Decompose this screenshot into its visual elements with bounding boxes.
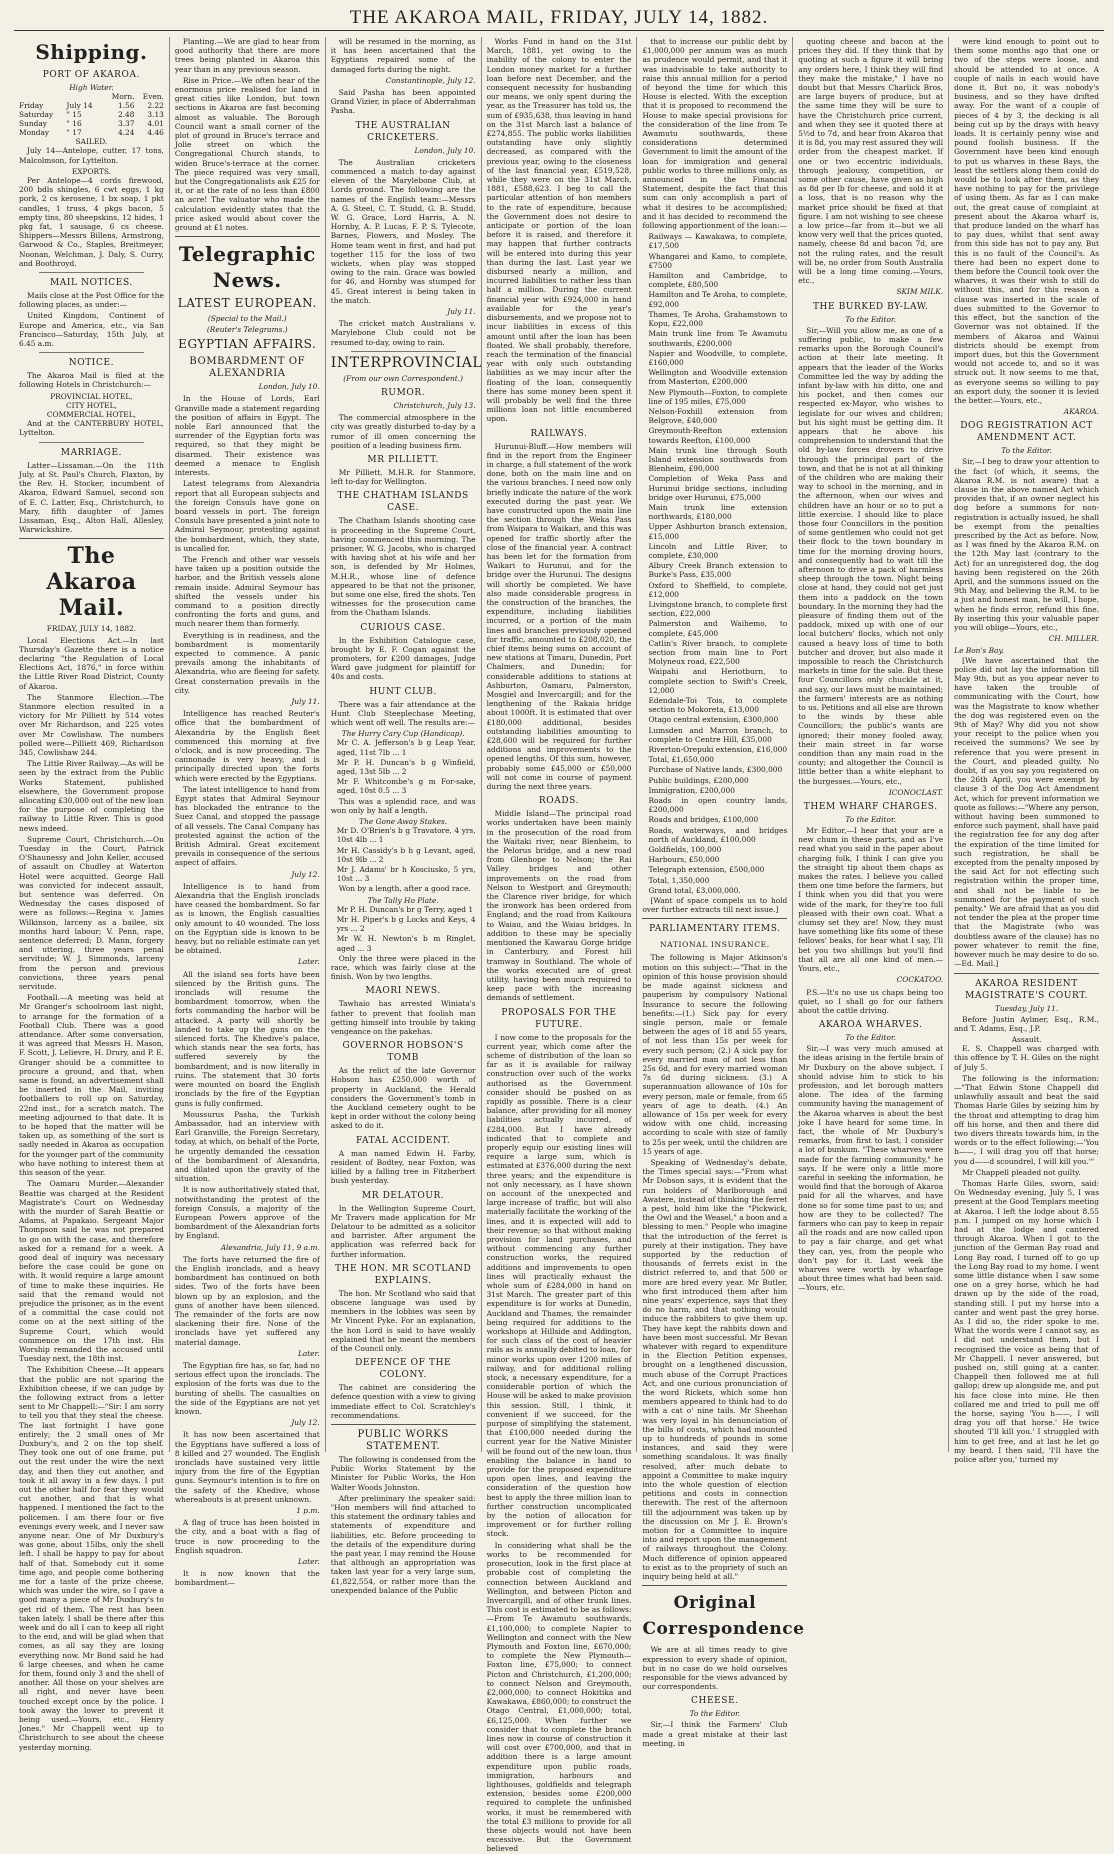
loan-item: Immigration, £200,000 bbox=[648, 785, 735, 795]
divider bbox=[642, 1585, 787, 1586]
loan-item: Grand total, £3,000,000. bbox=[648, 885, 741, 895]
high-water-label: High Water. bbox=[69, 83, 114, 92]
news-paragraph: Works Fund in hand on the 31st March, 1881, yet owing to the inability of the colony to enter the London money market for a further loan before next December, and the consequent necessity for husbanding our means, we only spent during the year, as the Treasurer has told us, the sum of £935,638, thus leaving in hand on the 31st March last a balance of £274,855. The public works liabilities outstanding have only slightly decreased, as compared with the previous year, owing to the closeness of the last financial year, £519,528, while they were on the 31st March, 1881, £588,623. I beg to call the particular attention of hon members to the rate of expenditure, because the Government does not desire to anticipate or portion of the loan before it is raised, and therefore it may happen that further contracts will be entered into during this year than during the last. Last year we disbursed nearly a million, and incurred liabilities to rather less than half a million. During the current financial year with £924,000 in hand available for the year's disbursements, and we propose not to incur liabilities in excess of this amount until after the loan has been floated. We shall probably, therefore, reach the termination of the financial year with only such outstanding liabilities as we may incur after the floating of the loan, consequently there has some money been spent it will probably be well find the three millions loan not little encumbered upon. bbox=[486, 37, 632, 424]
public-works-heading: PUBLIC WORKS STATEMENT. bbox=[357, 1428, 449, 1452]
loan-item: Main trunk line from Te Awamutu southwards, £200,000 bbox=[648, 329, 788, 348]
tide-day: Monday bbox=[19, 128, 50, 138]
tide-table bbox=[19, 92, 164, 137]
pilliett-heading: MR PILLIETT. bbox=[367, 454, 439, 465]
race-result: Mr J. Adams' br h Kosciusko, 5 yrs, 10st ... 3 bbox=[336, 865, 476, 884]
news-paragraph: Tawhaio has arrested Winiata's father to prevent that foolish man getting himself into trouble by taking vengeance on the pakehas. bbox=[330, 999, 476, 1037]
original-correspondence-heading: Original Correspondence bbox=[642, 1593, 805, 1640]
column-7 bbox=[948, 37, 1104, 1465]
loan-list bbox=[642, 232, 787, 895]
loan-item: Total, 1,350,000 bbox=[648, 875, 710, 885]
signature: AKAROA. bbox=[1063, 407, 1100, 417]
loan-item: Goldfields, 100,000 bbox=[648, 845, 722, 855]
cheese-heading: CHEESE. bbox=[691, 1696, 739, 1707]
loan-item: Railways — Kawakawa, to complete, £17,500 bbox=[648, 232, 788, 251]
local-paragraph: Football.—A meeting was held at Mr Granger's schoolroom last night, to arrange for the formation of a Football Club. There was a good attendance. After some conversation, it was agreed that Messrs H. Mason, F. Scott, J. Lelievre, H. Drury, and P. E. Granger should be a committee to procure a ground, and that, when same is found, an advertisement shall be inserted in the Mail, inviting footballers to roll up on Saturday, 22nd inst., for a scratch match. The meeting adjourned to that date. It is to be hoped that the matter will be taken up, as something of the sort is sadly needed in Akaroa as occupation for the younger part of the community who have nothing to interest them at this season of the year. bbox=[19, 993, 164, 1178]
news-paragraph: It has now been ascertained that the Egyptians have suffered a loss of 8 killed and 27 wounded. The English ironclads have sustained very little injury from the fire of the Egyptian guns. Seymour's intention is to fire on the safety of the Khedive, whose whereabouts is at present unknown. bbox=[174, 1430, 320, 1504]
loan-item: Otago central extension, £300,000 bbox=[648, 715, 779, 725]
news-paragraph: Middle Island—The principal road works undertaken have been mainly in the prosecution of the road from the Waitaki river, near Blenheim, to the Pelorus bridge, and a new road from Glenhope to Nelson; the Rai Valley bridges and other improvements on the road from Nelson to Westport and Greymouth; the Clarence river bridge, for which the ironwork has been ordered from England; and the road from Kaikoura to Waiau, and the Waiau bridges. In addition to these may be specially mentioned the Kawarau Gorge bridge in Canterbury, and Forest hill tramway in Southland. The whole of the works executed are of great utility, having been much required to keep pace with the increasing demands of settlement. bbox=[486, 809, 632, 1003]
rise-paragraph: Rise in Price.—We often hear of the enormous price realised for land in great cities like London, but town sections in Akaroa are fast becoming almost as valuable. The Borough Council want a small corner of the plot of ground in Bruce's terrace and Jolie street on which the Congregational Church stands, to widen Bruce's-terrace at the corner. The piece required was very small, but the Congregationalists ask £25 for it, or at the rate of no less than £800 an acre! The valuator who made the calculation evidently states that the price asked would about cover the ground at £1 notes. bbox=[174, 75, 320, 233]
to-editor: To the Editor. bbox=[845, 314, 897, 324]
news-paragraph: As the relict of the late Governor Hobson has £250,000 worth of property in Auckland, the Herald considers the Government's tomb in the Auckland cemetery ought to be kept in order without the colony being asked to do it. bbox=[330, 1066, 476, 1131]
news-paragraph: This was a splendid race, and was won only by half a length. bbox=[330, 796, 476, 815]
news-paragraph: There was a fair attendance at the Hunt Club Steeplechase Meeting, which went off well. The results are:— bbox=[330, 699, 476, 727]
tide-day: Sunday bbox=[19, 119, 47, 129]
tide-even: 2.22 bbox=[147, 101, 164, 111]
disclaimer: We are at all times ready to give expression to every shade of opinion, but in no case do we hold ourselves responsible for the views advanced by our correspondents. bbox=[642, 1645, 788, 1692]
dateline: Later. bbox=[297, 957, 320, 967]
news-paragraph: Won by a length, after a good race. bbox=[338, 884, 471, 894]
dateline: July 12. bbox=[291, 1418, 320, 1428]
signature: SKIM MILK. bbox=[896, 287, 944, 297]
loan-item: Catlin's River branch, to complete section from main line to Port Molyneux road, £22,500 bbox=[648, 638, 788, 667]
news-paragraph: The Chatham Islands shooting case is proceeding in the Supreme Court, having commenced this morning. The prisoner, W. G. Jacobs, who is charged with having shot at his wife and her son, is defended by Mr Holmes, M.H.R., whose line of defence appeared to be that not the prisoner, but some one else, fired the shots. Ten witnesses for the prosecution came from the Chatham Islands. bbox=[330, 516, 476, 618]
news-paragraph: Speaking of Wednesday's debate, the Times special says:—"From what Mr Dobson says, it is evident that the run holders of Marlborough and Awatere, instead of thinking the ferret a pest, hold him like the "Pickwick, the Owl and the Weasel," a boon and a blessing to men." People who imagine that the introduction of the ferret is purely at their instigation. They have supported by the reduction of thousands of ferrets exist in the district referred to, and that 500 or more are bred every year. Mr Butler, who first introduced them after him nine years' experience, says that they do no harm, and that nothing would induce the rabbiters to give them up. They have kept the rabbits down and have been most successful. Mr Bevan whatever with regard to expenditure in the Election Petition expenses, brought on a lengthened discussion, much abuse of the Corrupt Practices Act, and one curious pronunciation of the word Rickets, which some hon members appeared to think had to do with a cat o' nine tails. Mr Sheehan was very loyal in his denunciation of the bills of costs, which had mounted up to hundreds of pounds in some instances, and said they were something scandalous. It was finally resolved, after much debate to appoint a Committee to make inquiry into the whole question of election petitions and costs in connection therewith. The rest of the afternoon till the adjournment was taken up by the discussion on Mr J. E. Brown's motion for a Committee to inquire into and report upon the management of railways throughout the Colony. Much difference of opinion appeared to exist as to the propriety of such an inquiry being held at all." bbox=[642, 1157, 788, 1582]
loan-item: Harbours, £50,000 bbox=[648, 855, 720, 865]
burked-heading: THE BURKED BY-LAW. bbox=[812, 301, 929, 312]
loan-item: Thames, Te Aroha, Grahamstown to Kopu, £22,000 bbox=[648, 309, 788, 329]
race-result: Mr C. A. Jefferson's b g Leap Year, aged, 11st 7lb ... 1 bbox=[336, 738, 476, 757]
letter-paragraph: P.S.—It's no use us chaps being too quiet, so I shall go for our fathers about the cattle driving. bbox=[798, 987, 944, 1015]
editor-note: [We have ascertained that the police did not lay the information till May 9th, but as you appear never to have taken the trouble of communicating with the Court, how was the Magistrate to know whether the dog was registered even on the 9th of May? Why did you not show your receipt to the police when you received the summons? We see by reference that you were present in the Court, and pleaded guilty. No doubt, if as you say you registered on the 26th April, you were exempt by clause 3 of the Dog Act Amendment Act, which for prevent information we quote as follows:—"Where any person, without having been summoned to enforce such payment, shall have paid the registration fee for any dog after the expiration of the time limited for such registration, he shall be excepted from the penalty imposed by the said Act for not effecting such registration within the proper time, and shall not be liable to be summoned for the payment of such penalty." We are afraid that as you did not tender the plea at the proper time that the Magistrate (who was doubtless aware of the clause) has no power whatever to remit the fine, however much he may desire to do so.—Ed. Mail.] bbox=[954, 655, 1100, 969]
place-line: Le Bon's Bay. bbox=[954, 646, 1004, 656]
tide-date: " 17 bbox=[66, 128, 82, 138]
news-paragraph: Mr Pilliett, M.H.R. for Stanmore, left to-day for Wellington. bbox=[330, 467, 476, 487]
assault-heading: Assault. bbox=[1011, 1034, 1042, 1044]
race-result: Mr H. Cassidy's b h g Levant, aged, 10st 9lb ... 2 bbox=[336, 845, 476, 864]
loan-item: Lincoln and Little River, to complete, £30,000 bbox=[648, 541, 788, 560]
hotel-name: PROVINCIAL HOTEL, bbox=[50, 391, 133, 401]
loan-item: Hamilton and Cambridge, to complete, £80,500 bbox=[648, 271, 788, 290]
to-editor: To the Editor. bbox=[845, 815, 897, 825]
bombardment-heading: BOMBARDMENT OF ALEXANDRIA bbox=[189, 356, 306, 380]
national-insurance-heading: NATIONAL INSURANCE. bbox=[659, 940, 770, 950]
loan-item: Total, £1,650,000 bbox=[648, 755, 714, 765]
loan-item: Completion of Weka Pass and Hurunui bridge sections, including bridge over Hurunui, £75,000 bbox=[648, 474, 788, 502]
tide-date: July 14 bbox=[66, 101, 93, 111]
local-paragraph: Supreme Court, Christchurch.—On Tuesday in the Court, Patrick O'Shaunessy and John Keller, accused of assault on Chudley at Waterton Hotel were acquitted. George Hall was convicted for indecent assault, but sentence was deferred. On Wednesday the cases disposed of were as follows:—Regina v. James Wilkinson, larceny as a bailee, six months hard labour; V. Penn, rape, sentence deferred; D. Mann, forgery and uttering, three years penal servitude; W. J. Simmonds, larceny from the person and previous convictions, three years penal servitude. bbox=[19, 834, 164, 992]
scotland-heading: THE HON. MR SCOTLAND EXPLAINS. bbox=[334, 1263, 472, 1286]
signature: ICONOCLAST. bbox=[888, 787, 944, 797]
hobson-heading: GOVERNOR HOBSON'S TOMB bbox=[342, 1041, 464, 1064]
local-paragraph: The Little River Railway.—As will be seen by the extract from the Public Works Statement, published elsewhere, the Government propose allocating £30,000 out of the new loan for the purpose of completing the railway to Little River. This is good news indeed. bbox=[19, 759, 164, 833]
news-paragraph: Moussurus Pasha, the Turkish Ambassador, had an interview with Earl Granville, the Foreign Secretary, today, at which, on behalf of the Porte, he urgently demanded the cessation of the bombardment of Alexandria, and dilated upon the gravity of the situation. bbox=[174, 1109, 320, 1184]
news-paragraph: Said Pasha has been appointed Grand Vizier, in place of Abderrahman Pasha. bbox=[330, 88, 476, 116]
news-paragraph: Hurunui-Bluff.—How members will find in the report from the Engineer in charge, a full statement of the work done, both on the main line and on the various branches. I need now only briefly indicate the nature of the work executed during the past year. We have constructed upon the main line the section through the Weka Pass from Waipara to Waikari, and this was opened for traffic shortly after the close of the financial year. A contract has been let for the formation from Waikari to Hurunui, and for the bridge over the Hurunui. The designs will shortly be completed. We have also made considerable progress in the construction of the branches, the expenditure, including liabilities incurred, or a portion of the main lines and branches previously opened for traffic, amounted to £208,020, the chief items being sums on account of new stations at Timaru, Dunedin, Port Chalmers, and Dunedin; for considerable additions to stations at Ashburton, Oamaru, Palmerston, Mosgiel and Invercargill; and for the lengthening of the Rakaia bridge about 1000ft. It is estimated that over £180,000 additional, besides outstanding liabilities amounting to £28,600 will be required for further additions and improvements to the opened lengths. Of this sum, however, probably some £45,000 or £50,000 will not come in course of payment during the next three years. bbox=[486, 441, 632, 792]
news-paragraph: A man named Edwin H. Farby, resident of Bodtey, near Foxton, was killed by a falling tree in Fitzherbert bush yesterday. bbox=[330, 1148, 476, 1186]
news-paragraph: The cabinet are considering the defence question with a view to giving immediate effect to Col. Scratchley's recommendations. bbox=[330, 1383, 476, 1420]
to-editor: To the Editor. bbox=[845, 1033, 897, 1043]
akaroa-mail-heading: The Akaroa Mail. bbox=[46, 543, 137, 622]
court-before: Before Justin Aylmer, Esq., R.M., and T. Adams, Esq., J.P. bbox=[954, 1014, 1100, 1033]
column-2 bbox=[169, 37, 325, 1588]
race-result: Mr P. H. Duncan's b g Winfield, aged, 13st 5lb ... 2 bbox=[336, 757, 476, 776]
dateline: Christchurch, July 13. bbox=[393, 400, 476, 410]
race-title: The Hurry Cary Cup (Handicap). bbox=[341, 729, 465, 739]
news-paragraph: Intelligence is to hand from Alexandria that the English ironclads have ceased the bombardment. So far as is known, the English casualties only amount to 40 wounded. The loss on the Egyptian side is known to be heavy, but no reliable estimate can yet be obtained. bbox=[174, 881, 320, 956]
mail-notices-text-2: United Kingdom, Continent of Europe and America, etc., via San Francisco—Saturday, 15th July, at 6.45 a.m. bbox=[19, 311, 164, 349]
local-paragraph: The Exhibition Cheese.—It appears that the public are not sparing the Exhibition cheese, if we can judge by the following extract from a letter sent to Mr Chappell:—"Sir: I am sorry to tell you that they steal the cheese. The last fortnight I have gone entirely; the 2 small ones of Mr Duxbury's, and 2 on the top shelf. They took one out of one frame, put out the rest under the wire the next day, and then they cut another, and took it all away in a few days. I put out the other half for fear they would cut another, and that is what happened. I mentioned the fact to the policemen. I am there four or five evenings every week, and I never saw anyone near. One of Mr Duxbury's was gone, about 15lbs, only the shell left. I shall be happy to pay for about half of that. Somebody cut it some time ago, and people come bothering me for a taste of the prize cheese, which was under the wire, so I gave a good many a piece of Mr Duxbury's to get rid of them. The rest has been taken lately. I shall be there after this week and do all I can to keep all right to the end, and will be glad when that comes, as all say they are losing everything now. Mr Bond said he had 6 large cheeses, and when he came for them, found only 3 and the shell of another. All those on your shelves are all right, and never have been touched except once by the police. I took away the lower to prevent it being used.—Yours, etc., Henry Jones." Mr Chappell went up to Christchurch to see about the cheese yesterday morning. bbox=[19, 1365, 164, 1752]
local-paragraph: The Oamaru Murder.—Alexander Beattie was charged at the Resident Magistrate's Court on Wednesday with the murder of Sarah Beattie or Adams, at Papakaio. Sergeant Major Thompson said he was not prepared to go on with the case, and therefore asked for a remand for a week. A good deal of inquiry was necessary before the case could be gone on with. It would require a large amount of time to make these inquiries. He said that the remand would not prejudice the prisoner, as in the event of a committal the case could not come on at the next sitting of the Supreme Court, which would commence on the 17th inst. His Worship remanded the accused until Tuesday next, the 18th inst. bbox=[19, 1179, 164, 1364]
defence-heading: DEFENCE OF THE COLONY. bbox=[355, 1358, 452, 1381]
planting-paragraph: Planting.—We are glad to hear from good authority that there are more trees being planted in Akaroa this year than in any previous season. bbox=[174, 37, 320, 74]
reuter-label: (Reuter's Telegrams.) bbox=[206, 325, 288, 335]
local-paragraph: Local Elections Act.—In last Thursday's Gazette there is a notice declaring "the Regulation of Local Elections Act, 1876," in force within the Little River Road District, County of Akaroa. bbox=[19, 635, 164, 691]
marriage-heading: MARRIAGE. bbox=[60, 447, 123, 458]
local-paragraph: The Stanmore Election.—The Stanmore election resulted in a victory for Mr Pilliett by 514 votes over Mr Richardson, and 225 votes over Mr Cowlishaw. The numbers polled were—Pilliett 469, Richardson 345, Cowlishaw 244. bbox=[19, 692, 164, 757]
court-paragraph: Mr Chappell pleaded not guilty. bbox=[962, 1167, 1081, 1177]
letter-paragraph: quoting cheese and bacon at the prices they did. If they think that by quoting at such a figure it will bring any orders here, I think they will find they make the mistake," I have no doubt but that Messrs Charlick Bros, are large buyers of produce, but at the same time they will be sure to have the Christchurch price current, and when they see it quoted there at 5½d to 7d, and hear from Akaroa that it is 8d, you may rest assured they will order from the cheapest market. If one or two eccentric individuals, through jealousy, competition, or some other cause, have given as high as 8d per lb for cheese, and sold it at a loss, that is no reason why the market price should be fixed at that figure. I am not wishing to see cheese a low price—far from it—but we all know very well that the prices quoted, namely, cheese 8d and bacon 7d, are not the ruling rates, and the result will be, no order from South Australia will be a long time coming.—Yours, etc., bbox=[798, 37, 944, 286]
loan-item: Public buildings, £200,000 bbox=[648, 775, 749, 785]
port-heading: PORT OF AKAROA. bbox=[42, 70, 141, 80]
notice-text: The Akaroa Mail is filed at the following Hotels in Christchurch:— bbox=[19, 371, 164, 390]
divider bbox=[331, 1424, 476, 1425]
tide-row bbox=[19, 128, 164, 137]
news-paragraph: The following is condensed from the Public Works Statement by the Minister for Public Works, the Hon Walter Woods Johnston. bbox=[330, 1454, 476, 1492]
tide-day: Saturday bbox=[19, 110, 54, 120]
mail-notices-text: Mails close at the Post Office for the following places, as under:— bbox=[19, 291, 164, 310]
sailed-text: July 14—Antelope, cutter, 17 tons, Malcolmson, for Lyttelton. bbox=[19, 146, 164, 165]
loan-item: Hamilton and Te Aroha, to complete, £92,000 bbox=[648, 290, 788, 309]
loan-item: Purchase of Native lands, £300,000 bbox=[648, 765, 783, 775]
tide-morn: 2.48 bbox=[117, 110, 135, 120]
news-paragraph: The commercial atmosphere in the city was greatly disturbed to-day by a rumor of ill omen concerning the position of a leading business firm. bbox=[330, 413, 476, 450]
news-paragraph: In the Exhibition Catalogue case, brought by E. F. Cogan against the promoters, for £200 damages, Judge Ward gave judgment for plaintiff for 40s and costs. bbox=[330, 635, 476, 682]
news-paragraph: [Want of space compels us to hold over further extracts till next issue.] bbox=[642, 896, 788, 915]
court-paragraph: The following is the information:—"That Edwin Stone Chappell did unlawfully assault and beat the said Thomas Harle Giles by seizing him by the throat and attempting to drag him off his horse, and then and there did two divers threats towards him, in the words or to the effect following:—'You h——, I will drag you off that horse; you d——d scoundrel, I will kill you.'" bbox=[954, 1073, 1100, 1166]
letter-paragraph: Sir,—Will you allow me, as one of a suffering public, to make a few remarks upon the Borough Council's action at their late meeting. It appears that the leader of the Works Committee led the way by adding the infant by-law with his ditto, one and his pocket, and then comes our respected ex-Mayor, who wishes to legislate for our wives and children; but his sight must be getting dim. It appears that he above his comprehension to understand that the old by-law forces drovers to drive through the principal part of the town, and that he is not at all thinking of the children who are making their way to school in the morning, and in the afternoon, when our wives and children have an hour or so to put a little exercise. I should like to place those four Councillors in the position of some gentlemen who could not get their flock to the town boundary in time for the morning droving hours, and consequently had to wait till the afternoon to drive a pack of harmless sheep through the town. Night being close at hand, they could not get just them into a paddock on the town boundary. In the morning they had the pleasure of finding them out of the paddock, mixed up with one of our local butchers' flocks, which not only caused a heavy loss of time to both butcher and drover, but also made it impossible to reach the Christchurch markets in time for the sale. But these four Councillors only chuckle at it, and say, our laws must be maintained; the farmers' interests are as nothing to us. Petitions and all else are thrown to the winds by these able Councillors; the public's wants are ignored; their money fooled away, their main street in far worse condition than any main road in the county; and altogether the Council is little better than a white elephant to the burgesses.—Yours, etc., bbox=[798, 325, 944, 786]
parliamentary-heading: PARLIAMENTARY ITEMS. bbox=[649, 924, 781, 935]
exports-text: Per Antelope—4 cords firewood, 200 bdls shingles, 6 cwt eggs, 1 kg pork, 2 cs kerosene, 1 bx soap, 1 pkt candles, 1 truss, 4 pkgs bacon, 5 empty tins, 80 sheepskins, 12 hides, 1 pkg fat, 1 sausage, 6 cs cheese. Shippers—Messrs Billens, Armstrong, Garwood & Co., Staples, Breitmeyer, Noonan, Welchman, J. Daly, S. Curry, and Boothroyd. bbox=[19, 176, 164, 268]
news-paragraph: The hon. Mr Scotland who said that obscene language was used by members in the lobbies was seen by Mr Vincent Pyke. For an explanation, the hon Lord is said to have weakly explained that he meant the members of the Council only. bbox=[330, 1288, 476, 1353]
akaroa-wharves-heading: AKAROA WHARVES. bbox=[818, 1020, 923, 1031]
dateline: London, July 10. bbox=[414, 145, 476, 155]
divider bbox=[39, 272, 144, 273]
curious-heading: CURIOUS CASE. bbox=[360, 622, 446, 633]
hunt-heading: HUNT CLUB. bbox=[369, 686, 437, 697]
divider bbox=[39, 442, 144, 443]
news-paragraph: In the Wellington Supreme Court, Mr Travers made application for Mr Delatour to be admitted as a solicitor and barrister. After argument the application was referred back for further information. bbox=[330, 1203, 476, 1259]
marriage-text: Latter—Lissaman.—On the 11th July, at St. Paul's Church, Flaxton, by the Rev. H. Stocker, incumbent of Akaroa, Edward Samuel, second son of E. C. Latter, Esq., Christchurch, to Mary, fifth daughter of James Lissaman, Esq., Alton Hall, Allesley, Warwickshire. bbox=[19, 460, 164, 535]
tide-col-morn: Morn. bbox=[111, 92, 135, 102]
tide-morn: 3.37 bbox=[117, 119, 135, 129]
to-editor: To the Editor. bbox=[689, 1709, 741, 1719]
tide-col-even: Even. bbox=[142, 92, 164, 102]
divider bbox=[19, 538, 164, 539]
exports-label: EXPORTS. bbox=[71, 166, 112, 176]
rumor-heading: RUMOR. bbox=[381, 387, 426, 398]
race-result: Mr H. Piper's b g Locks and Keys, 4 yrs ... 2 bbox=[336, 915, 476, 934]
column-1 bbox=[14, 37, 169, 1752]
letter-paragraph: Sir,—I think the Farmers' Club made a great mistake at their last meeting, in bbox=[642, 1720, 788, 1748]
rm-court-heading: AKAROA RESIDENT MAGISTRATE'S COURT. bbox=[965, 978, 1089, 1001]
court-paragraph: E. S. Chappell was charged with this offence by T. H. Giles on the night of July 5. bbox=[954, 1044, 1100, 1072]
race-title: The Tally Ho Plate. bbox=[367, 895, 439, 905]
egyptian-heading: EGYPTIAN AFFAIRS. bbox=[178, 337, 317, 352]
tide-date: " 15 bbox=[66, 110, 82, 120]
column-3 bbox=[325, 37, 483, 1595]
divider bbox=[175, 236, 320, 237]
loan-item: Albury Creek Branch extension to Burke's Pass, £35,000 bbox=[648, 561, 788, 580]
tide-morn: 1.56 bbox=[117, 101, 135, 111]
hotel-name: COMMERCIAL HOTEL, bbox=[46, 410, 136, 420]
signature: COCKATOO. bbox=[896, 975, 944, 985]
akaroa-mail-date: FRIDAY, JULY 14, 1882. bbox=[46, 624, 137, 634]
loan-item: Main trunk line through South Island extension southwards from Blenheim, £90,000 bbox=[648, 445, 788, 474]
dateline: Later. bbox=[297, 1557, 320, 1567]
loan-item: Roads, waterways, and bridges north of Auckland, £100,000 bbox=[648, 825, 788, 844]
loan-item: Waipahi and Heriotburn, to complete section to Swift's Creek, 12,000 bbox=[648, 667, 788, 695]
news-paragraph: I now come to the proposals for the current year, which come after the scheme of distribution of the loan so far as it is available for railway construction over such of the works authorised as the Government consider should be pushed on as rapidly as possible. There is a clear balance, after providing for all money liabilities actually incurred, of £284,000. But I have already indicated that to complete and properly equip our existing lines will require a large sum, which is estimated at £376,000 during the next three years; and the expenditure is not only necessary, as I have shown on account of the unexpected and large increase of traffic, but will also materially facilitate the working of the lines, and it is expected will add to their revenue; so that without making provision for land purchases, and without commencing any further construction works, the required additions and improvements to open lines will practically exhaust the whole sum of £284,000 in hand on 31st March. The greater part of this expenditure is for works at Dunedin, Auckland and Thames, the remainder being required for additions to the workshops at Hillside and Addington, for such class of the cost of heavier rails as is annually debited to loan, for minor works upon over 1200 miles of railway, and for additional rolling stock, a necessary expenditure, for a considerable portion of which the House will be asked to make provision this session. Still, I think, it convenient if we succeed, for the purpose of simplifying the statement, that £100,000 needed during the current year for the Native Minister will be found out of the new loan, thus enabling the balance in hand to provide for the proposed expenditure upon open lines, and leaving the consideration of the question how best to apply the three million loan to further construction uncomplicated by the notion of allocation for improvement or for further rolling stock. bbox=[486, 1032, 632, 1539]
columns bbox=[14, 37, 1104, 1854]
tide-even: 4.46 bbox=[147, 128, 164, 138]
news-paragraph: The Australian cricketers commenced a match to-day against eleven of the Marylebone Club, at Lords ground. The following are the names of the English team:—Messrs A. G. Steel, C. T. Studd, G. B. Studd, W. G. Grace, Lord Harris, A. N. Hornby, A. P. Lucas, F. P. S. Tylecote, Barnes, Flowers, and Mosley. The Home team went in first, and had put together 115 for the loss of two wickets, when play was stopped owing to the rain. Grace was bowled for 46, and Hornby was stumped for 45. Great interest is being taken in the match. bbox=[330, 157, 476, 305]
notice-heading: NOTICE. bbox=[68, 358, 115, 369]
news-paragraph: Only the three were placed in the race, which was fairly close at the finish. Won by two lengths. bbox=[330, 953, 476, 982]
delatour-heading: MR DELATOUR. bbox=[361, 1190, 445, 1201]
tide-row bbox=[19, 110, 164, 119]
news-paragraph: The forts have returned the fire of the English ironclads, and a heavy bombardment has continued on both sides. Two of the forts have been blown up by an explosion, and the guns of another have been silenced. The remainder of the forts are now slackening their fire. None of the ironclads have yet suffered any material damage. bbox=[174, 1254, 320, 1347]
chatham-heading: THE CHATHAM ISLANDS CASE. bbox=[337, 491, 469, 514]
letter-paragraph: were kind enough to point out to them some months ago that one or two of the steps were loose, and should be attended to at once. A couple of nails in each would have done it. But no, it was nobody's business, and so they have drifted away. For the want of a couple of pieces of 4 by 3, the decking is all being cut up by the drays with heavy loads. It is certainly penny wise and pound foolish business. If the Government have been kind enough to put us wharves in these Bays, the least the settlers along them could do would be to look after them, as they have nothing to pay for the privilege of using them. As far as I can make out, the great cause of complaint at present about the Akaroa wharf is, that produce landed on the wharf has to pay dues, whilst that sent away from this side has not to pay any. But this is no fault of the Council's. As there had been no expert done to them before the Council took over the wharves, it was their wish to still do without this, and for this reason a clause was inserted in the scale of dues submitted to the Governor to this effect, but the sanction of the Governor was not obtained. If the members of Akaroa and Wainui districts should be exempt from import dues, but this the Government would not accede to, and so it was struck out. It now seems to me that, as everyone seems so willing to pay an export duty, the sooner it is levied the better.—Yours, etc., bbox=[954, 37, 1100, 405]
loan-item: Roads in open country lands, £200,000 bbox=[648, 796, 788, 815]
fatal-heading: FATAL ACCIDENT. bbox=[355, 1135, 451, 1146]
news-paragraph: A flag of truce has been hoisted in the city, and a boat with a flag of truce is now proceeding to the English squadron. bbox=[174, 1518, 320, 1555]
column-4 bbox=[481, 37, 637, 1854]
court-paragraph: Thomas Harle Giles, sworn, said: On Wednesday evening, July 5, I was present at the Good Templars meeting at Akaroa. I left the lodge about 8.55 p.m. I jumped on my horse which I had at the lodge and cantered through Akaroa. When I got to the junction of the German Bay road and Long Bay road, I turned off to go up the Long Bay road to my home. I went some little distance when I saw some one on a grey horse, which he had drawn up by the side of the road, standing still. I put my horse into a canter and went past the grey horse. As I did so, the rider spoke to me. What the words were I cannot say, as I did not understand them, but I recognised the voice as being that of Mr Chappell. I never answered, but pushed on, still going at a canter. Chappell then followed me at full gallop; drew up alongside me, and put his face close into mine. He then collared me and tried to pull me off the horse, saying 'You h——, I will drag you off that horse.' He twice shouted 'I'll kill you.' I struggled with him to get free, and at last he let go my beard. I then said, 'I'll have the police after you,' turned my bbox=[954, 1178, 1100, 1465]
future-heading: PROPOSALS FOR THE FUTURE. bbox=[501, 1007, 617, 1030]
news-paragraph: Intelligence has reached Reuter's office that the bombardment of Alexandria by the English fleet commenced this morning at five o'clock, and is now proceeding. The cannonade is very heavy, and is principally directed upon the forts which were erected by the Egyptians. bbox=[174, 709, 320, 783]
dog-act-heading: DOG REGISTRATION ACT AMENDMENT ACT. bbox=[960, 421, 1093, 444]
latest-european-heading: LATEST EUROPEAN. bbox=[177, 296, 317, 311]
sailed-label: SAILED. bbox=[75, 137, 108, 147]
signature: CH. MILLER. bbox=[1048, 634, 1100, 644]
loan-item: Roads and bridges, £100,000 bbox=[648, 815, 759, 825]
telegraphic-heading: Telegraphic News. bbox=[178, 242, 316, 293]
letter-paragraph: Sir,—I beg to draw your attention to the fact (of which, it seems, the Akaroa R.M. is not aware) that a clause in the above named Act which provides that, if an owner neglect his dog before a summons for non-registration is actually issued, he shall be exempt from the penalties prescribed by the Act as before. Now, as I was fined by the Akaroa R.M. on the 12th May last (contrary to the Act) for an unregistered dog, the dog having been registered on the 26th April, and the summons issued on the 9th May, and believing the R.M. to be a just and honest man, he will, I hope, when he finds error, refund this fine. By inserting this your valuable paper you will oblige—Yours, etc., bbox=[954, 457, 1100, 632]
loan-item: Whangarei and Kamo, to complete, £7500 bbox=[648, 251, 788, 270]
loan-item: Lumsden and Marron branch, to complete to Centre Hill, £35,000 bbox=[648, 725, 788, 744]
special-label: (Special to the Mail.) bbox=[207, 314, 287, 324]
tide-day: Friday bbox=[19, 101, 44, 111]
own-correspondent: (From our own Correspondent.) bbox=[343, 373, 463, 383]
loan-item: Telegraph extension, £500,000 bbox=[648, 865, 765, 875]
news-paragraph: Latest telegrams from Alexandria report that all European subjects and the foreign Consuls have gone on board vessels in port. The foreign Consuls have presented a joint note to Admiral Seymour, protesting against the bombardment, which, they state, is uncalled for. bbox=[174, 479, 320, 553]
news-paragraph: The French and other war vessels have taken up a position outside the harbor, and the British vessels alone remain inside. Admiral Seymour has shifted the vessels under his command to a position directly confronting the forts and guns, and much nearer them than formerly. bbox=[174, 554, 320, 629]
dateline: Later. bbox=[297, 1348, 320, 1358]
divider bbox=[642, 918, 787, 919]
shipping-heading: Shipping. bbox=[35, 40, 148, 64]
dateline: London, July 10. bbox=[258, 382, 320, 392]
loan-item: Livingstone branch, to complete first section, £22,000 bbox=[648, 599, 788, 619]
race-result: Mr F. Whitcombe's g m For-sake, aged, 10st 0.5 ... 3 bbox=[336, 777, 476, 796]
news-paragraph: After preliminary the speaker said: "Hon members will find attached to this statement the ordinary tables and statements of expenditure and liabilities, etc. Before proceeding to the details of the expenditure during the past year, I may remind the House that although an appropriation was taken last year for a very large sum, £1,822,554, or rather more than the unexpended balance of the Public bbox=[330, 1493, 476, 1595]
news-paragraph: that to increase our public debt by £1,000,000 per annum was as much as prudence would permit, and that it was inadvisable to take authority to raise this annual million for a period of beyond the time for which this House is elected. With the exception that it is proposed to recommend the House to make special provisions for the consideration of the line from Te Awamutu southwards, these considerations determined Government to limit the amount of the loan for immigration and general public works to three millions only, as announced in the Financial Statement, despite the fact that this sum can only accomplish a part of what it desires to be accomplished; and it has decided to recommend the following apportionment of the loan:— bbox=[642, 37, 788, 231]
letter-paragraph: Sir,—I was very much amused at the ideas arising in the fertile brain of Mr Duxbury on the above subject. I should advise him to stick to his profession, and let borough matters alone. The idea of the farming community having the management of the Akaroa wharves is about the best joke I have heard for some time. In fact, the whole of Mr Duxbury's remarks, from first to last, I consider a lot of bunkum. "These wharves were made for the farming community," he says. If he were only a little more careful in seeking the information, he would find that the borough of Akaroa paid for all the wharves, and have done so for some time past to us; and how are they to be collected? The farmers who can pay to keep in repair all the roads and are now called upon to pay a fair charge, and get what they can, yes, from the people who don't pay for it. Last week the wharves were worth by wharfage about three times what had been said.—Yours, etc. bbox=[798, 1044, 944, 1293]
tide-row bbox=[19, 101, 164, 110]
news-paragraph: All the island sea forts have been silenced by the British guns. The ironclads will resume the bombardment tomorrow, when the forts commanding the harbor will be attacked. A party will shortly be landed to take up the guns on the silenced forts. The Khedive's palace, which stands near the sea forts, has suffered severely by the bombardment, and is now literally in ruins. The statement that 30 forts were mounted on board the English ironclads by the fire of the Egyptian guns is fully confirmed. bbox=[174, 969, 320, 1108]
news-paragraph: Everything is in readiness, and the bombardment is momentarily expected to commence. A panic prevails among the inhabitants of Alexandria, who are fleeing for safety. Great consternation prevails in the city. bbox=[174, 630, 320, 695]
loan-item: Greymouth-Reefton extension towards Reefton, £100,000 bbox=[648, 426, 788, 445]
loan-item: Napier and Woodville, to complete, £160,000 bbox=[648, 348, 788, 367]
divider bbox=[351, 351, 456, 352]
dateline: July 11. bbox=[291, 696, 320, 706]
divider bbox=[39, 352, 144, 353]
loan-item: Wellington and Woodville extension from Masterton, £200,000 bbox=[648, 368, 788, 387]
column-6 bbox=[792, 37, 948, 1452]
hotel-name: CITY HOTEL, bbox=[66, 400, 117, 410]
to-editor: To the Editor. bbox=[1001, 446, 1052, 456]
news-paragraph: The following is Major Atkinson's motion on this subject:—"That in the opinion of this house provision should be made against sickness and pauperism by compulsory National Insurance to secure the following benefits:—(1.) Sick pay for every single person, male or female between the ages of 18 and 55 years, of not less than 15s per week for every such person; (2.) A sick pay for every married man of not less than 25s 6d, and for every married woman 7s 6d during sickness. (3.) A superannuation allowance of 10s for every person, male or female, from 65 years of age to death. (4.) An allowance of 15s per week for every widow with one child, increasing according to scale with size of family to 25s per week, until the children are 15 years of age. bbox=[642, 953, 788, 1156]
railways-heading: RAILWAYS. bbox=[530, 428, 588, 439]
loan-item: Main trunk line extension northwards, £180,000 bbox=[648, 502, 788, 522]
loan-item: Nelson-Foxhill extension from Belgrove, £40,000 bbox=[648, 406, 788, 426]
loan-item: Palmerston and Waihemo, to complete, £45,000 bbox=[648, 619, 788, 638]
maori-heading: MAORI NEWS. bbox=[365, 986, 441, 997]
court-date: Tuesday, July 11. bbox=[994, 1003, 1059, 1013]
cricketers-heading: THE AUSTRALIAN CRICKETERS. bbox=[355, 120, 451, 143]
column-5 bbox=[636, 37, 805, 1748]
dateline: 1 p.m. bbox=[296, 1506, 320, 1516]
race-result: Mr D. O'Brien's b g Travatore, 4 yrs, 10st 4lb ... 1 bbox=[336, 826, 476, 845]
masthead: THE AKAROA MAIL, FRIDAY, JULY 14, 1882. bbox=[14, 6, 1104, 31]
tide-morn: 4.24 bbox=[117, 128, 135, 138]
loan-item: Riverton-Orepuki extension, £16,000 bbox=[648, 745, 788, 755]
news-paragraph: In the House of Lords, Earl Granville made a statement regarding the position of affairs in Egypt. The noble Earl announced that the surrender of the Egyptian forts was required, so that they might be disarmed. Their existence was deemed a menace to English interests. bbox=[174, 394, 320, 478]
news-paragraph: will be resumed in the morning, as it has been ascertained that the Egyptians repaired some of the damaged forts during the night. bbox=[330, 37, 476, 74]
dateline: Constantinople, July 12. bbox=[385, 75, 476, 85]
dateline: July 12. bbox=[291, 869, 320, 879]
loan-item: New Plymouth—Foxton, to complete line of 195 miles, £75,000 bbox=[648, 387, 788, 406]
news-paragraph: The latest intelligence to hand from Egypt states that Admiral Seymour has blockaded the entrance to the Suez Canal, and stopped the passage of all vessels. The Canal Company has protested against the action of the British Admiral. Great excitement prevails in consequence of the serious aspect of affairs. bbox=[174, 784, 320, 868]
news-paragraph: The cricket match Australians v. Marylebone Club could not be resumed to-day, owing to rain. bbox=[330, 319, 476, 347]
tide-even: 3.13 bbox=[147, 110, 164, 120]
interprovincial-heading: INTERPROVINCIAL bbox=[330, 354, 483, 371]
dateline: Alexandria, July 11, 9 a.m. bbox=[220, 1242, 320, 1252]
tide-even: 4.01 bbox=[147, 119, 164, 129]
letter-paragraph: Mr Editor,—I hear that your are a new chum in these parts, and as I've read what you said in the paper about charging folk, I think I can give you the straight tip about them chaps as makes the rates. I believe you called them one time before the farmers, but I think when you did that you were wide of the mark, for they're too full pleased with their own coat. What a clumsy set they are! Now, they must have something like fits some of these fellows' beaks, for hear what I say, I'll bet you two shillings but you'll find that all are all one kind of men.—Yours, etc., bbox=[798, 826, 944, 974]
news-paragraph: It is now authoritatively stated that, notwithstanding the protest of the foreign Consuls, a majority of the European Powers approve of the bombardment of the Alexandrian forts by England. bbox=[174, 1185, 320, 1241]
news-paragraph: The Egyptian fire has, so far, had no serious effect upon the ironclads. The explosion of the forts was due to the bursting of shells. The casualties on the side of the Egyptians are not yet known. bbox=[174, 1360, 320, 1416]
race-result: Mr W. H. Newton's b m Ringlet, aged ... 3 bbox=[336, 934, 476, 953]
race-title: The Gone Away Stakes. bbox=[359, 817, 448, 826]
loan-item: Edendale-Toi Tois, to complete section to Mokoreta, £13,000 bbox=[648, 696, 788, 715]
news-paragraph: In considering what shall be the works to be recommended for prosecution, look in the first place at probable cost of completing the connection between Auckland and Wellington, and between Picton and Invercargill, and of other trunk lines. This cost is estimated to be as follows:—From Te Awamutu southwards, £1,100,000; to complete Napier to Wellington and connect with the New Plymouth and Foxton line, £670,000; to complete the New Plymouth—Foxton line, £75,000; to connect Picton and Christchurch, £1,200,000; to connect Nelson and Greymouth, £2,000,000; to connect Hokitika and Kawakawa, £860,000; to construct the Otago Central, £1,000,000; total, £6,125,000. When further we consider that to complete the branch lines now in course of construction it will cost over £700,000, and that in addition there is a large amount expenditure upon public roads, immigration, harbours and lighthouses, goldfields and telegraph extension, besides some £200,000 required to complete the unfinished works, it must be remembered with the total £3 millions to provide for all these objects would not have been excessive. But the Government believed bbox=[486, 1540, 632, 1854]
news-paragraph: It is now known that the bombardment— bbox=[174, 1569, 320, 1588]
notice-last: And at the CANTERBURY HOTEL, Lyttelton. bbox=[19, 419, 164, 438]
mail-notices-heading: MAIL NOTICES. bbox=[49, 278, 133, 289]
loan-item: Oxford to Sheffield, to complete, £12,000 bbox=[648, 580, 788, 599]
race-result: Mr P. H. Duncan's br g Terry, aged 1 bbox=[336, 904, 474, 914]
tide-date: " 16 bbox=[66, 119, 82, 129]
loan-item: Upper Ashburton branch extension, £15,000 bbox=[648, 522, 788, 541]
dateline: July 11. bbox=[447, 307, 476, 317]
tide-row bbox=[19, 119, 164, 128]
wharf-charges-heading: THEM WHARF CHARGES. bbox=[803, 802, 938, 813]
roads-heading: ROADS. bbox=[538, 796, 580, 807]
divider bbox=[954, 973, 1099, 974]
